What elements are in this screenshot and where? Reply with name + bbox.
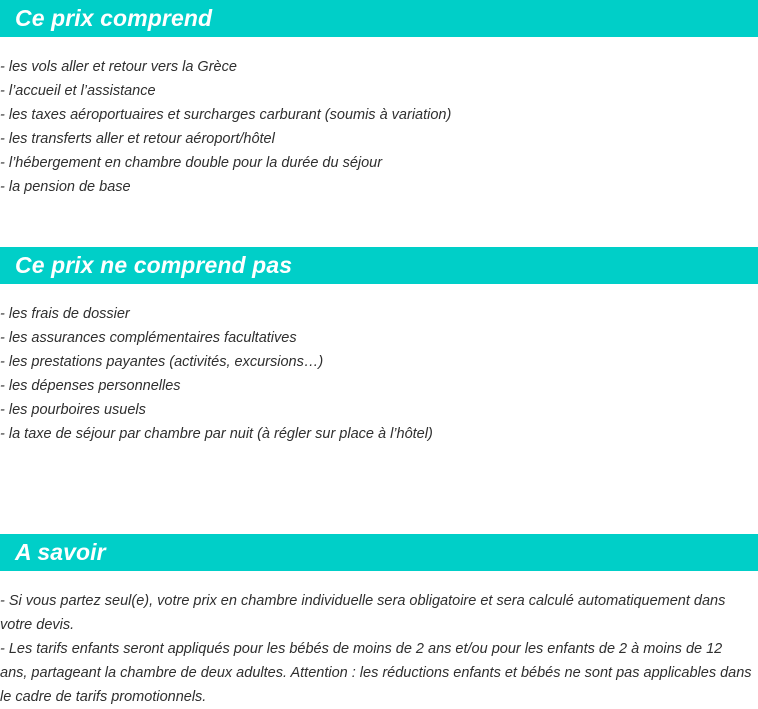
list-item: - Les tarifs enfants seront appliqués pour les bébés de moins de 2 ans et/ou pour les enfants de 2 à moins de 12 ans, partageant la chambre de deux adultes. Attention : les réductions enfants et bébés ne sont pas applicables dans le cadre de tarifs promotionnels. [0,641,752,705]
section-price-includes [0,0,758,199]
section-title: Ce prix ne comprend pas [15,252,293,278]
list-item: - les frais de dossier [0,306,130,322]
list-item: - les assurances complémentaires facultatives [0,330,297,346]
list-item: - les vols aller et retour vers la Grèce [0,59,237,75]
section-header [0,247,758,284]
list-item: - la taxe de séjour par chambre par nuit (à régler sur place à l’hôtel) [0,426,433,442]
included-list [0,55,758,199]
list-item: - l’accueil et l’assistance [0,83,156,99]
list-item: - les prestations payantes (activités, excursions…) [0,354,324,370]
list-item: - les dépenses personnelles [0,378,181,394]
list-item: - l’hébergement en chambre double pour la durée du séjour [0,155,383,171]
section-header [0,0,758,37]
section-price-excludes [0,247,758,446]
excluded-list [0,302,758,446]
list-item: - les taxes aéroportuaires et surcharges carburant (soumis à variation) [0,107,452,123]
list-item: - la pension de base [0,179,131,195]
info-list [0,589,758,709]
section-title: Ce prix comprend [15,5,213,31]
section-good-to-know [0,534,758,709]
section-title: A savoir [15,539,106,565]
section-header [0,534,758,571]
list-item: - Si vous partez seul(e), votre prix en chambre individuelle sera obligatoire et sera calculé automatiquement dans votre devis. [0,593,726,633]
list-item: - les pourboires usuels [0,402,146,418]
list-item: - les transferts aller et retour aéroport/hôtel [0,131,275,147]
